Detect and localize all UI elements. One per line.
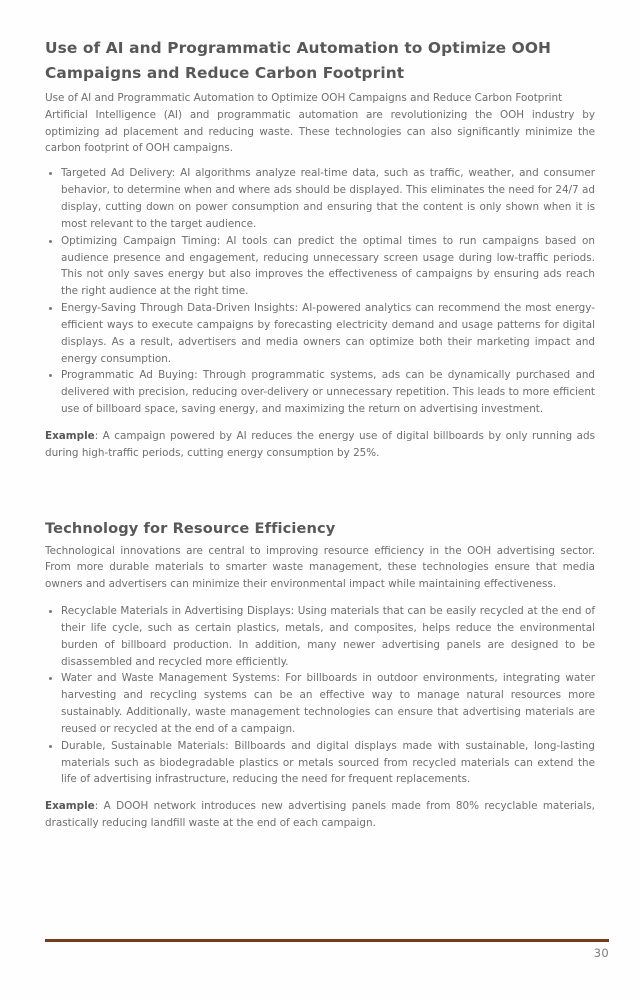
list-item: Water and Waste Management Systems: For billboards in outdoor environments, integrating water harvesting and recycling systems can be an effective way to manage natural resources more sustainably. Additionally, waste management technologies can ensure that advertising materials are reused or recycled at the end of a campaign. [45, 670, 595, 737]
list-item: Durable, Sustainable Materials: Billboards and digital displays made with sustainable, long-lasting materials such as biodegradable plastics or metals sourced from recycled materials can extend the life of advertising infrastructure, reducing the need for frequent replacements. [45, 738, 595, 789]
example-label: Example [45, 800, 95, 813]
example-label: Example [45, 429, 95, 442]
section-heading-technology: Technology for Resource Efficiency [45, 519, 336, 537]
section-intro-paragraph: Artificial Intelligence (AI) and programmatic automation are revolutionizing the OOH industry by optimizing ad placement and reducing waste. These technologies can also significantly minimize the carbon footprint of OOH campaigns. [45, 108, 595, 155]
section-subtitle: Use of AI and Programmatic Automation to Optimize OOH Campaigns and Reduce Carbon Footprint [45, 91, 563, 104]
list-item: Energy-Saving Through Data-Driven Insights: AI-powered analytics can recommend the most energy-efficient ways to execute campaigns by forecasting electricity demand and usage patterns for digital displays. As a result, advertisers and media owners can optimize both their marketing impact and energy consumption. [45, 300, 595, 367]
example-text: : A campaign powered by AI reduces the energy use of digital billboards by only running ads during high-traffic periods, cutting energy consumption by 25%. [45, 429, 595, 459]
page-content [45, 0, 595, 832]
list-item: Targeted Ad Delivery: AI algorithms analyze real-time data, such as traffic, weather, and consumer behavior, to determine when and where ads should be displayed. This eliminates the need for 24/7 ad display, cutting down on power consumption and ensuring that the content is only shown when it is most relevant to the target audience. [45, 165, 595, 232]
section-spacer [45, 462, 595, 518]
spacer [45, 157, 595, 165]
page-number: 30 [593, 946, 609, 960]
list-item: Recyclable Materials in Advertising Displays: Using materials that can be easily recycled at the end of their life cycle, such as certain plastics, metals, and composites, helps reduce the environmental burden of billboard production. In addition, many newer advertising panels are designed to be disassembled and recycled more efficiently. [45, 603, 595, 670]
list-item: Optimizing Campaign Timing: AI tools can predict the optimal times to run campaigns based on audience presence and engagement, reducing unnecessary screen usage during low-traffic periods. This not only saves energy but also improves the effectiveness of campaigns by ensuring ads reach the right audience at the right time. [45, 233, 595, 300]
example-text: : A DOOH network introduces new advertising panels made from 80% recyclable materials, drastically reducing landfill waste at the end of each campaign. [45, 800, 595, 830]
page-footer [45, 939, 609, 960]
spacer [45, 418, 595, 428]
page-title: Use of AI and Programmatic Automation to Optimize OOH Campaigns and Reduce Carbon Footprint [45, 39, 551, 82]
bullet-list-technology [45, 603, 595, 788]
spacer [45, 788, 595, 798]
spacer [45, 593, 595, 603]
section-intro-paragraph: Technological innovations are central to improving resource efficiency in the OOH advertising sector. From more durable materials to smarter waste management, these technologies ensure that media owners and advertisers can minimize their environmental impact while maintaining effectiveness. [45, 544, 595, 591]
example-paragraph-technology [45, 798, 595, 832]
list-item: Programmatic Ad Buying: Through programmatic systems, ads can be dynamically purchased and delivered with precision, reducing over-delivery or unnecessary repetition. This leads to more efficient use of billboard space, saving energy, and maximizing the return on advertising investment. [45, 367, 595, 418]
example-paragraph-ai [45, 428, 595, 462]
bullet-list-ai [45, 165, 595, 418]
section-resource-efficiency [45, 518, 595, 832]
section-ai-automation [45, 36, 595, 462]
